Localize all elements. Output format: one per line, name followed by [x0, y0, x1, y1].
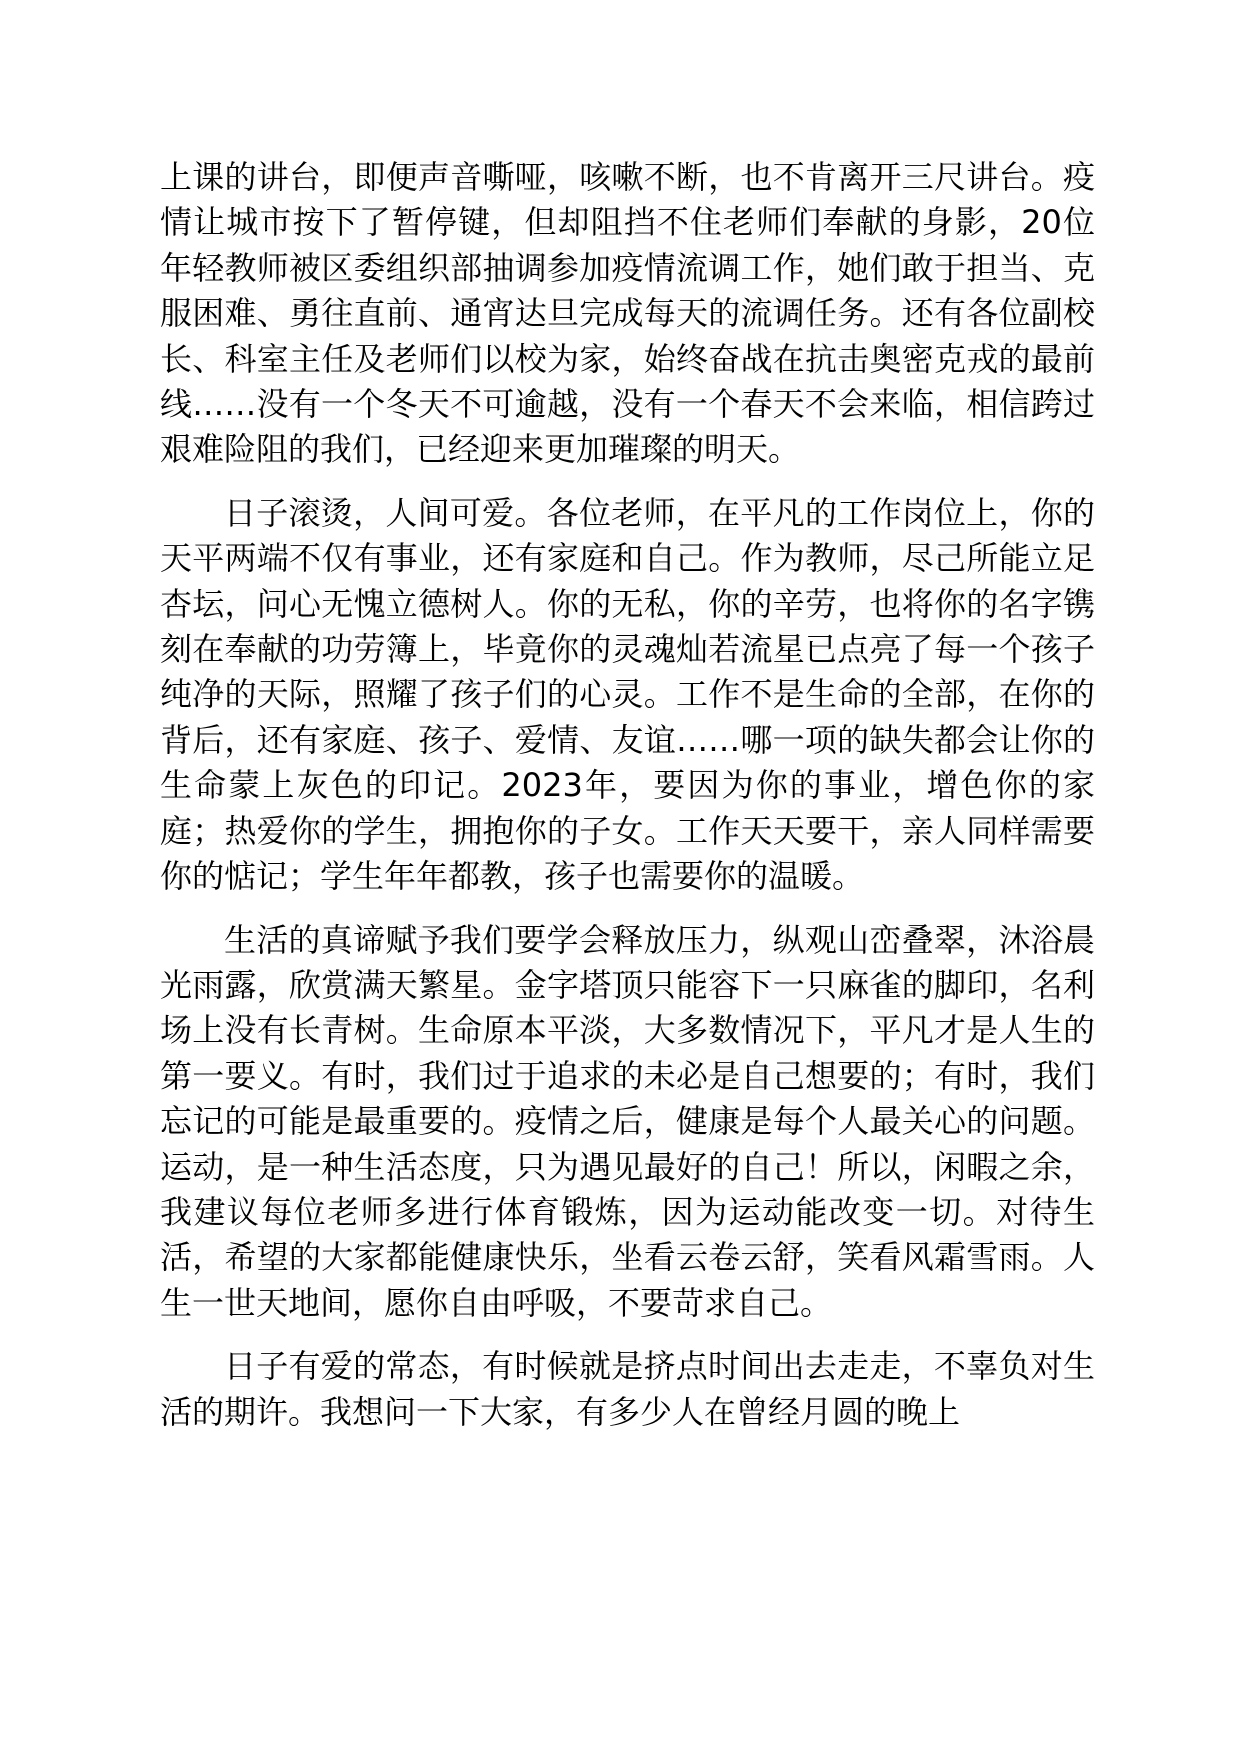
paragraph-2: 日子滚烫，人间可爱。各位老师，在平凡的工作岗位上，你的天平两端不仅有事业，还有家庭和自己。作为教师，尽己所能立足杏坛，问心无愧立德树人。你的无私，你的辛劳，也将你的名字镌刻在奉献的功劳簿上，毕竟你的灵魂灿若流星已点亮了每一个孩子纯净的天际，照耀了孩子们的心灵。工作不是生命的全部，在你的背后，还有家庭、孩子、爱情、友谊……哪一项的缺失都会让你的生命蒙上灰色的印记。2023年，要因为你的事业，增色你的家庭；热爱你的学生，拥抱你的子女。工作天天要干，亲人同样需要你的惦记；学生年年都教，孩子也需要你的温暖。: [160, 493, 1095, 896]
paragraph-1: 上课的讲台，即便声音嘶哑，咳嗽不断，也不肯离开三尺讲台。疫情让城市按下了暂停键，但却阻挡不住老师们奉献的身影，20位年轻教师被区委组织部抽调参加疫情流调工作，她们敢于担当、克服困难、勇往直前、通宵达旦完成每天的流调任务。还有各位副校长、科室主任及老师们以校为家，始终奋战在抗击奥密克戎的最前线……没有一个冬天不可逾越，没有一个春天不会来临，相信跨过艰难险阻的我们，已经迎来更加璀璨的明天。: [160, 158, 1095, 469]
document-page: [160, 155, 1095, 1453]
paragraph-3: 生活的真谛赋予我们要学会释放压力，纵观山峦叠翠，沐浴晨光雨露，欣赏满天繁星。金字塔顶只能容下一只麻雀的脚印，名利场上没有长青树。生命原本平淡，大多数情况下，平凡才是人生的第一要义。有时，我们过于追求的未必是自己想要的；有时，我们忘记的可能是最重要的。疫情之后，健康是每个人最关心的问题。运动，是一种生活态度，只为遇见最好的自己！所以，闲暇之余，我建议每位老师多进行体育锻炼，因为运动能改变一切。对待生活，希望的大家都能健康快乐，坐看云卷云舒，笑看风霜雪雨。人生一世天地间，愿你自由呼吸，不要苛求自己。: [160, 920, 1095, 1322]
paragraph-4: 日子有爱的常态，有时候就是挤点时间出去走走，不辜负对生活的期许。我想问一下大家，有多少人在曾经月圆的晚上: [160, 1347, 1095, 1431]
